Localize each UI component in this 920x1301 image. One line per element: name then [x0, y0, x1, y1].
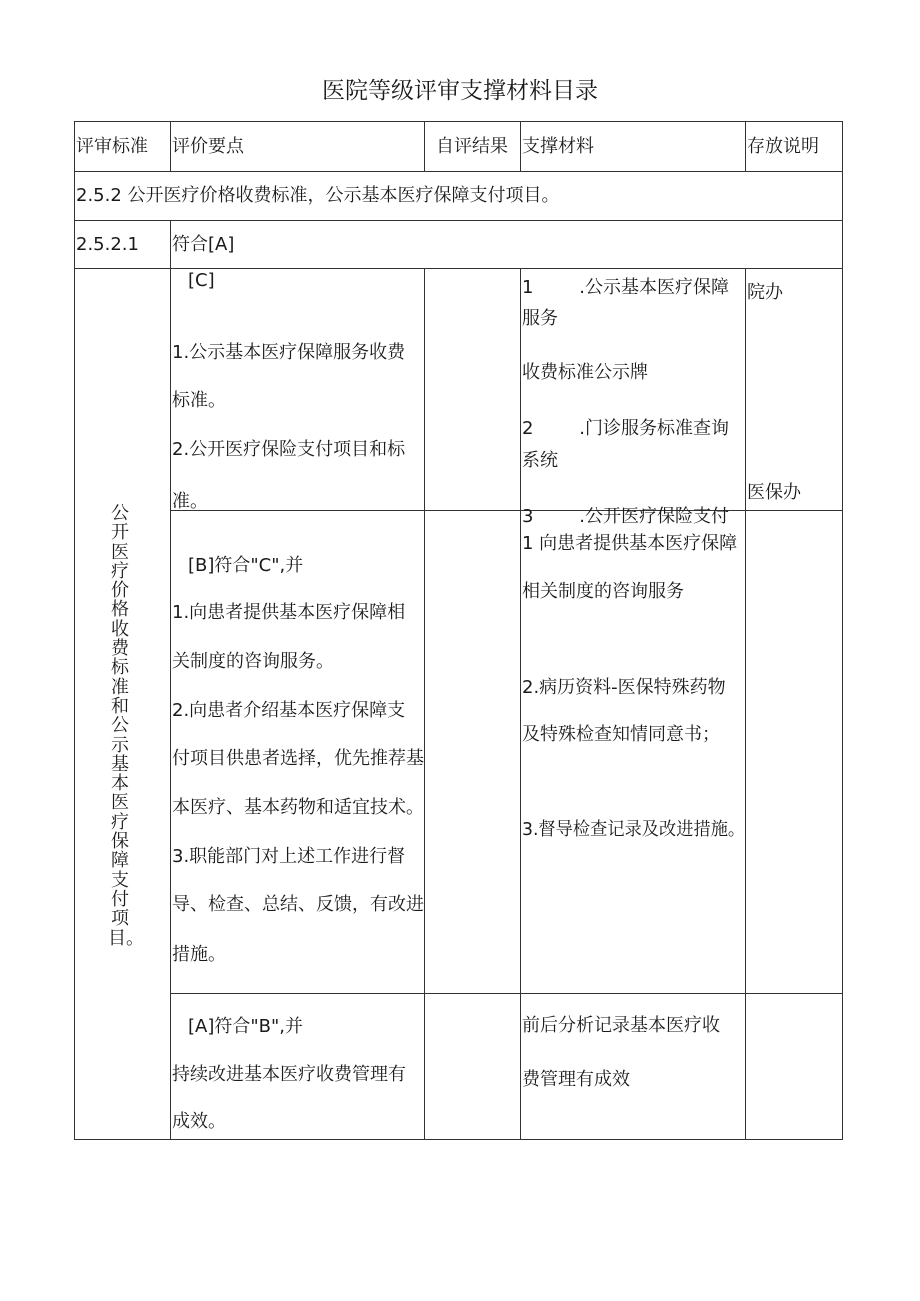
storage-note: 医保办 [747, 482, 801, 503]
grade-a: [A]符合"B",并 [188, 1016, 303, 1037]
table-rule [424, 121, 425, 171]
material-line: 2.病历资料-医保特殊药物 [522, 677, 726, 698]
grade-b: [B]符合"C",并 [188, 555, 304, 576]
material-line: 1 .公示基本医疗保障 [522, 277, 729, 298]
header-evaluation-standard: 评审标准 [76, 136, 148, 157]
material-line: 1 向患者提供基本医疗保障 [522, 533, 738, 554]
table-rule [74, 171, 843, 172]
point-line: 2.向患者介绍基本医疗保障支 [172, 700, 406, 721]
material-line: 系统 [522, 450, 558, 471]
point-line: 持续改进基本医疗收费管理有 [172, 1064, 406, 1085]
point-line: 关制度的咨询服务。 [172, 651, 334, 672]
table-rule [745, 268, 746, 1139]
material-line: 服务 [522, 308, 558, 329]
standard-vertical-text: 公开医疗价格收费标准和公示基本医疗保障支付项目。 [108, 503, 144, 949]
table-rule [170, 510, 843, 511]
item-label: 符合[A] [172, 234, 235, 255]
point-line: 本医疗、基本药物和适宜技术。 [172, 797, 424, 818]
point-line: 付项目供患者选择，优先推荐基 [172, 748, 424, 769]
table-rule [170, 121, 171, 171]
material-line: 收费标准公示牌 [522, 362, 648, 383]
table-rule [520, 268, 521, 1139]
point-line: 1.公示基本医疗保障服务收费 [172, 342, 406, 363]
table-border-right [842, 121, 843, 1139]
point-line: 准。 [172, 491, 208, 512]
point-line: 措施。 [172, 944, 226, 965]
table-border-left [74, 121, 75, 1139]
table-rule [74, 268, 843, 269]
table-rule [74, 220, 843, 221]
table-rule [745, 121, 746, 171]
material-clipped [520, 498, 745, 527]
header-self-assessment: 自评结果 [436, 136, 508, 157]
table-rule [170, 220, 171, 1139]
page-title: 医院等级评审支撑材料目录 [322, 78, 598, 104]
header-evaluation-points: 评价要点 [172, 136, 244, 157]
material-line: 及特殊检查知情同意书； [522, 724, 720, 745]
material-line: 3 .公开医疗保险支付 [522, 506, 729, 527]
table-rule [520, 121, 521, 171]
item-code: 2.5.2.1 [76, 234, 139, 255]
storage-note: 院办 [747, 282, 783, 303]
grade-c: [C] [188, 270, 215, 291]
material-line: 前后分析记录基本医疗收 [522, 1015, 720, 1036]
point-line: 2.公开医疗保险支付项目和标 [172, 439, 406, 460]
point-line: 3.职能部门对上述工作进行督 [172, 846, 406, 867]
point-line: 导、检查、总结、反馈，有改进 [172, 894, 424, 915]
table-border-bottom [74, 1139, 843, 1140]
header-supporting-materials: 支撑材料 [522, 136, 594, 157]
point-line: 标准。 [172, 390, 226, 411]
section-title: 2.5.2 公开医疗价格收费标准，公示基本医疗保障支付项目。 [76, 185, 560, 206]
table-rule [424, 268, 425, 1139]
material-line: 相关制度的咨询服务 [522, 581, 684, 602]
point-line: 1.向患者提供基本医疗保障相 [172, 602, 406, 623]
material-line: 费管理有成效 [522, 1069, 630, 1090]
table-border-top [74, 121, 843, 122]
point-line: 成效。 [172, 1111, 226, 1132]
material-line: 2 .门诊服务标准查询 [522, 418, 729, 439]
header-storage-note: 存放说明 [747, 136, 819, 157]
table-rule [170, 993, 843, 994]
material-line: 3.督导检查记录及改进措施。 [522, 819, 746, 840]
